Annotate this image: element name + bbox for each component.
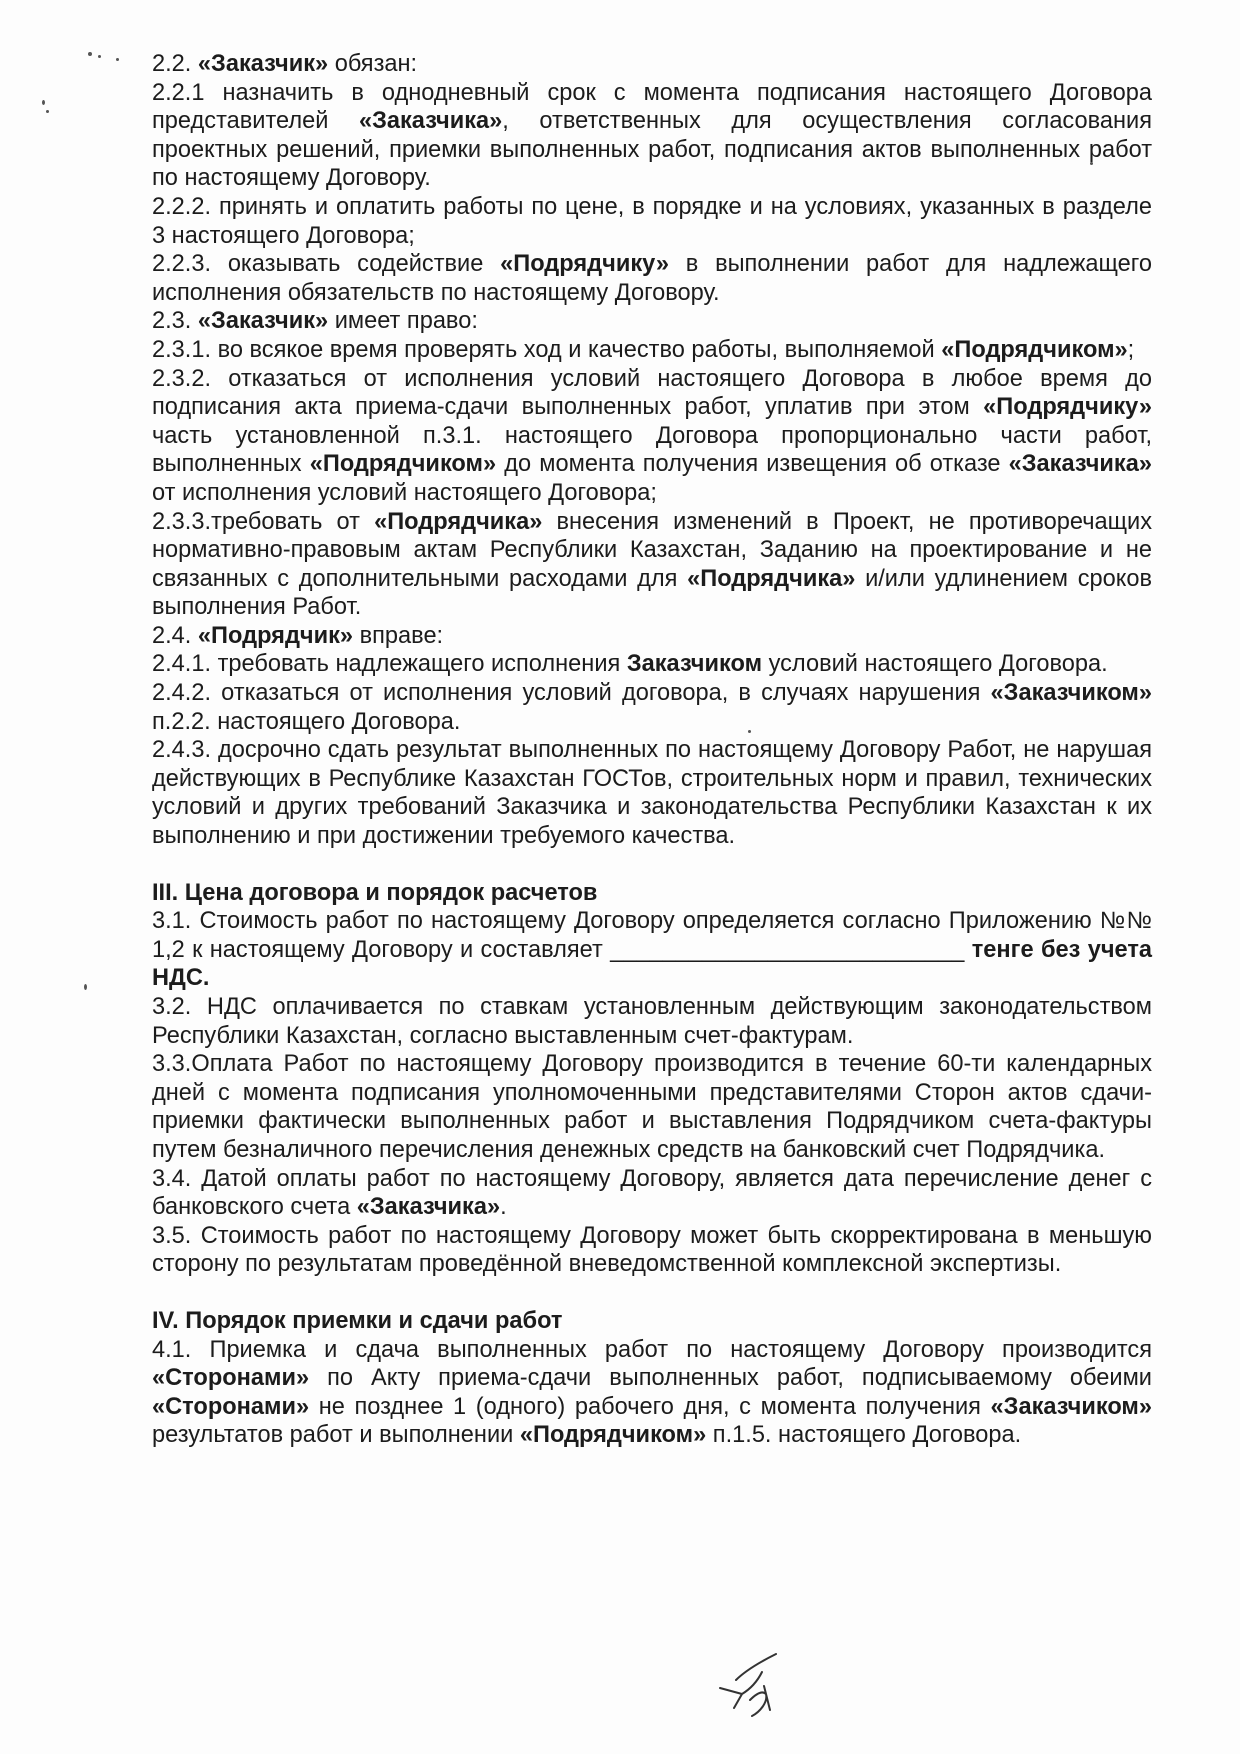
- text-run: 2.2.2. принять и оплатить работы по цене, в порядке и на условиях, указанных в разделе 3 настоящего Договора;: [152, 193, 1152, 249]
- bold-text: «Подрядчика»: [374, 508, 543, 535]
- paragraph: [152, 250, 1152, 307]
- text-run: 2.4.: [152, 622, 198, 649]
- text-run: .: [500, 1194, 507, 1221]
- bold-text: «Заказчика»: [356, 1194, 501, 1221]
- scan-speck: [84, 984, 87, 990]
- text-run: 2.2.1 назначить в однодневный срок с момента подписания настоящего Договора представителей: [152, 79, 1152, 135]
- text-run: 2.4.3. досрочно сдать результат выполненных по настоящему Договору Работ, не нарушая действующих в Республике Казахстан ГОСТов, строительных норм и правил, технических условий и других требований Заказчика и законодательства Республики Казахстан к их выполнению и при достижении требуемого качества.: [152, 737, 1152, 850]
- text-run: IV. Порядок приемки и сдачи работ: [152, 1307, 563, 1334]
- paragraph: [152, 993, 1152, 1050]
- bold-text: «Сторонами»: [152, 1393, 310, 1420]
- text-run: ;: [1127, 336, 1135, 363]
- paragraph: [152, 736, 1152, 850]
- text-run: 3.1. Стоимость работ по настоящему Договору определяется согласно Приложению №№ 1,2 к настоящему Договору и составляет ___________________________: [152, 908, 1152, 963]
- section-heading: [152, 1307, 1152, 1336]
- text-run: , ответственных для осуществления согласования проектных решений, приемки выполненных работ, подписания актов выполненных работ по настоящему Договору.: [152, 108, 1152, 192]
- bold-text: «Подрядчиком»: [309, 451, 497, 478]
- text-run: имеет право:: [328, 308, 478, 335]
- bold-text: «Заказчика»: [358, 108, 503, 135]
- paragraph: [152, 1336, 1152, 1450]
- text-run: 2.3.2. отказаться от исполнения условий настоящего Договора в любое время до подписания акта приема-сдачи выполненных работ, уплатив при этом: [152, 365, 1152, 421]
- paragraph: [152, 79, 1152, 193]
- text-run: условий настоящего Договора.: [762, 651, 1108, 678]
- section-gap: [152, 851, 1152, 879]
- paragraph: [152, 336, 1152, 365]
- text-run: 2.3.: [152, 308, 198, 335]
- scan-speck: [98, 55, 101, 58]
- text-run: п.1.5. настоящего Договора.: [706, 1422, 1022, 1449]
- text-run: 3.2. НДС оплачивается по ставкам установленным действующим законодательством Республики Казахстан, согласно выставленным счет-фактурам.: [152, 994, 1152, 1049]
- scan-speck: [88, 52, 92, 56]
- text-run: 2.3.3.требовать от: [152, 508, 375, 535]
- text-run: 2.4.1. требовать надлежащего исполнения: [152, 651, 627, 678]
- text-run: 3.5. Стоимость работ по настоящему Договору может быть скорректирована в меньшую сторону по результатам проведённой вневедомственной комплексной экспертизы.: [152, 1222, 1152, 1278]
- scan-speck: [46, 110, 49, 113]
- scan-speck: [42, 100, 45, 105]
- paragraph: [152, 650, 1152, 679]
- text-run: и/или удлинением сроков выполнения Работ.: [152, 565, 1152, 621]
- text-run: 3.3.Оплата Работ по настоящему Договору производится в течение 60-ти календарных дней с момента подписания уполномоченными представителями Сторон актов сдачи-приемки фактически выполненных работ и выставления Подрядчиком счета-фактуры путем безналичного перечисления денежных средств на банковский счет Подрядчика.: [152, 1051, 1152, 1163]
- bold-text: Заказчиком: [626, 651, 763, 678]
- bold-text: «Подрядчиком»: [941, 336, 1128, 363]
- text-run: 2.4.2. отказаться от исполнения условий договора, в случаях нарушения: [152, 680, 991, 707]
- text-run: до момента получения извещения об отказе: [496, 451, 1009, 478]
- bold-text: «Подрядчик»: [197, 622, 354, 649]
- text-run: обязан:: [328, 51, 418, 77]
- bold-text: «Заказчиком»: [990, 680, 1152, 707]
- text-run: в выполнении работ для надлежащего исполнения обязательств по настоящему Договору.: [152, 251, 1152, 306]
- text-run: 2.2.: [152, 51, 198, 77]
- bold-text: «Заказчика»: [1008, 451, 1152, 478]
- text-run: III. Цена договора и порядок расчетов: [152, 879, 598, 906]
- text-run: 2.2.3. оказывать содействие: [152, 251, 501, 278]
- text-run: вправе:: [353, 622, 444, 649]
- document-body: [152, 50, 1152, 1450]
- text-run: п.2.2. настоящего Договора.: [152, 708, 461, 735]
- section-gap: [152, 1279, 1152, 1307]
- section-heading: [152, 879, 1152, 908]
- text-run: 2.3.1. во всякое время проверять ход и качество работы, выполняемой: [152, 336, 942, 363]
- scan-speck: [116, 58, 119, 61]
- text-run: 3.4. Датой оплаты работ по настоящему Договору, является дата перечисление денег с банковского счета: [152, 1165, 1152, 1221]
- bold-text: «Подрядчика»: [687, 565, 856, 592]
- paragraph: [152, 622, 1152, 651]
- paragraph: [152, 193, 1152, 250]
- text-run: по Акту приема-сдачи выполненных работ, подписываемому обеими: [309, 1365, 1152, 1392]
- bold-text: «Сторонами»: [152, 1365, 310, 1392]
- paragraph: [152, 307, 1152, 336]
- paragraph: [152, 679, 1152, 736]
- bold-text: «Заказчиком»: [990, 1393, 1152, 1420]
- bold-text: «Подрядчику»: [500, 251, 669, 278]
- paragraph: [152, 1050, 1152, 1164]
- text-run: от исполнения условий настоящего Договора;: [152, 479, 657, 506]
- text-run: 4.1. Приемка и сдача выполненных работ по настоящему Договору производится: [152, 1336, 1152, 1363]
- bold-text: «Подрядчику»: [983, 394, 1152, 421]
- text-run: внесения изменений в Проект, не противоречащих нормативно-правовым актам Республики Казахстан, Заданию на проектирование и не связанных с дополнительными расходами для: [152, 508, 1152, 592]
- paragraph: [152, 907, 1152, 993]
- paragraph: [152, 50, 1152, 79]
- text-run: не позднее 1 (одного) рабочего дня, с момента получения: [309, 1393, 991, 1420]
- bold-text: «Заказчик»: [197, 51, 329, 77]
- paragraph: [152, 1165, 1152, 1222]
- paragraph: [152, 365, 1152, 508]
- bold-text: тенге без учета НДС.: [152, 936, 1153, 992]
- bold-text: «Подрядчиком»: [519, 1422, 707, 1449]
- text-run: часть установленной п.3.1. настоящего Договора пропорционально части работ, выполненных: [152, 422, 1152, 478]
- bold-text: «Заказчик»: [197, 308, 329, 335]
- paragraph: [152, 508, 1152, 622]
- paragraph: [152, 1222, 1152, 1279]
- signature-mark: [712, 1650, 792, 1730]
- text-run: результатов работ и выполнении: [152, 1422, 520, 1449]
